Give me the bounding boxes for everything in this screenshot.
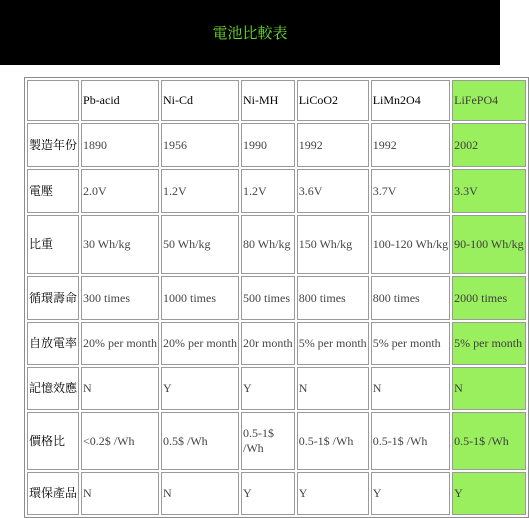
table-cell: N <box>297 367 369 410</box>
table-cell: 1890 <box>81 123 159 167</box>
row-label: 循環壽命 <box>27 276 79 320</box>
table-cell: Y <box>241 472 295 515</box>
table-cell: 1956 <box>161 123 239 167</box>
table-cell-highlight: 0.5-1$ /Wh <box>452 412 525 470</box>
table-row-voltage <box>27 169 526 213</box>
header-cell-licoo2: LiCoO2 <box>297 80 369 121</box>
row-label: 價格比 <box>27 412 79 470</box>
table-cell: N <box>81 367 159 410</box>
table-cell-highlight: 2002 <box>452 123 525 167</box>
table-row-specific-energy <box>27 215 526 274</box>
table-cell: 20% per month <box>81 322 159 365</box>
row-label: 比重 <box>27 215 79 274</box>
table-cell: 0.5-1$ /Wh <box>371 412 450 470</box>
table-cell: 5% per month <box>371 322 450 365</box>
table-row-eco-friendly <box>27 472 526 515</box>
table-cell: 0.5-1$ /Wh <box>241 412 295 470</box>
header-cell-limn2o4: LiMn2O4 <box>371 80 450 121</box>
table-cell: 800 times <box>371 276 450 320</box>
table-cell: 30 Wh/kg <box>81 215 159 274</box>
header-cell-ni-mh: Ni-MH <box>241 80 295 121</box>
page-title: 電池比較表 <box>212 24 288 42</box>
table-cell: 50 Wh/kg <box>161 215 239 274</box>
table-header-row <box>27 80 526 121</box>
header-cell-ni-cd: Ni-Cd <box>161 80 239 121</box>
table-cell: 1.2V <box>161 169 239 213</box>
table-cell: 5% per month <box>297 322 369 365</box>
table-row-memory-effect <box>27 367 526 410</box>
table-cell-highlight: 3.3V <box>452 169 525 213</box>
row-label: 電壓 <box>27 169 79 213</box>
header-cell-lifepo4: LiFePO4 <box>452 80 525 121</box>
battery-comparison-table <box>24 77 529 518</box>
table-cell: N <box>81 472 159 515</box>
table-cell-highlight: 2000 times <box>452 276 525 320</box>
table-cell: Y <box>161 367 239 410</box>
row-label: 製造年份 <box>27 123 79 167</box>
table-cell-highlight: Y <box>452 472 525 515</box>
row-label: 自放電率 <box>27 322 79 365</box>
table-cell: 20r month <box>241 322 295 365</box>
table-row-manufacture-year <box>27 123 526 167</box>
table-cell: 150 Wh/kg <box>297 215 369 274</box>
table-cell: N <box>161 472 239 515</box>
table-row-cycle-life <box>27 276 526 320</box>
table-cell: Y <box>371 472 450 515</box>
table-row-self-discharge <box>27 322 526 365</box>
table-cell: <0.2$ /Wh <box>81 412 159 470</box>
header-cell-empty <box>27 80 79 121</box>
table-cell: 0.5-1$ /Wh <box>297 412 369 470</box>
table-cell-highlight: 90-100 Wh/kg <box>452 215 525 274</box>
table-cell: 1.2V <box>241 169 295 213</box>
table-cell: 3.6V <box>297 169 369 213</box>
table-cell: 300 times <box>81 276 159 320</box>
table-cell: 1990 <box>241 123 295 167</box>
table-cell: 100-120 Wh/kg <box>371 215 450 274</box>
table-cell: 1000 times <box>161 276 239 320</box>
table-row-price-ratio <box>27 412 526 470</box>
row-label: 記憶效應 <box>27 367 79 410</box>
table-cell: 1992 <box>297 123 369 167</box>
table-cell: 500 times <box>241 276 295 320</box>
table-cell: Y <box>241 367 295 410</box>
row-label: 環保產品 <box>27 472 79 515</box>
table-cell-highlight: N <box>452 367 525 410</box>
table-cell: Y <box>297 472 369 515</box>
table-cell: N <box>371 367 450 410</box>
table-cell: 20% per month <box>161 322 239 365</box>
table-cell: 3.7V <box>371 169 450 213</box>
header-cell-pb-acid: Pb-acid <box>81 80 159 121</box>
table-cell: 2.0V <box>81 169 159 213</box>
table-cell: 800 times <box>297 276 369 320</box>
table-cell-highlight: 5% per month <box>452 322 525 365</box>
table-cell: 0.5$ /Wh <box>161 412 239 470</box>
table-cell: 80 Wh/kg <box>241 215 295 274</box>
page-header <box>0 0 500 65</box>
table-cell: 1992 <box>371 123 450 167</box>
